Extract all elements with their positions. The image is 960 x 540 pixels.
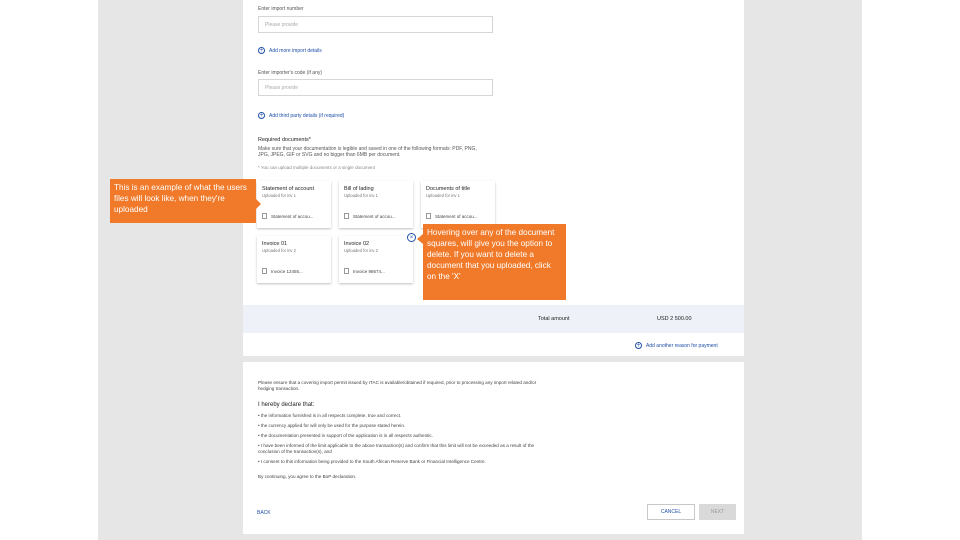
declaration-item: • the documentation presented in support of the application is in all respects authentic. xyxy=(258,433,434,438)
document-title: Statement of account xyxy=(262,186,314,192)
add-more-import-link[interactable] xyxy=(258,47,322,54)
importer-code-input[interactable] xyxy=(258,79,493,96)
document-file xyxy=(344,268,385,274)
document-file xyxy=(344,213,396,219)
required-documents-note: * You can upload multiple documents or a single document xyxy=(258,165,375,170)
document-file-name: Invoice 98674... xyxy=(353,268,385,274)
document-title: Bill of lading xyxy=(344,186,374,192)
importer-code-placeholder: Please provide xyxy=(265,85,299,91)
file-icon xyxy=(426,213,431,219)
document-subtitle: Uploaded for inv 2 xyxy=(262,248,296,253)
total-amount-label: Total amount xyxy=(538,316,570,322)
total-amount-value: USD 2 500.00 xyxy=(657,316,692,322)
document-card-statement-of-account[interactable] xyxy=(257,181,331,228)
add-third-party-label: Add third party details (if required) xyxy=(269,112,345,119)
file-icon xyxy=(262,213,267,219)
add-reason-link[interactable] xyxy=(635,342,718,349)
required-documents-title: Required documents* xyxy=(258,137,311,143)
file-icon xyxy=(344,268,349,274)
document-title: Documents of title xyxy=(426,186,471,192)
document-title: Invoice 01 xyxy=(262,241,288,247)
delete-document-icon[interactable]: × xyxy=(407,233,416,242)
cancel-button[interactable]: CANCEL xyxy=(647,504,695,520)
document-subtitle: Uploaded for inv 1 xyxy=(426,193,460,198)
document-file-name: Statement of accou... xyxy=(271,213,314,219)
importer-code-label: Enter importer's code (if any) xyxy=(258,70,323,76)
next-button[interactable]: NEXT xyxy=(699,504,736,520)
declaration-item: • I have been informed of the limit applicable to the above transaction(s) and confirm that this limit will not be exceeded as a result of the conclusion of the transaction(s), and xyxy=(258,443,535,454)
plus-circle-icon: + xyxy=(259,112,264,119)
file-icon xyxy=(344,213,349,219)
document-subtitle: Uploaded for inv 2 xyxy=(344,248,378,253)
document-subtitle: Uploaded for inv 1 xyxy=(262,193,296,198)
document-title: Invoice 02 xyxy=(344,241,370,247)
document-card-invoice-01[interactable] xyxy=(257,236,331,283)
file-icon xyxy=(262,268,267,274)
callout-pointer xyxy=(256,199,261,209)
add-reason-label: Add another reason for payment xyxy=(646,342,718,349)
required-documents-description: Make sure that your documentation is legible and saved in one of the following formats: PDF, PNG, JPG, JPEG, GIF or SVG and no bigger than 6MB per document. xyxy=(258,146,477,158)
document-file-name: Statement of accou... xyxy=(353,213,396,219)
import-number-label: Enter import number xyxy=(258,6,304,12)
declaration-item: • I consent to this information being provided to the South African Reserve Bank or Financial Intelligence Centre. xyxy=(258,459,486,464)
document-file-name: Invoice 12455... xyxy=(271,268,303,274)
callout-uploaded-files: This is an example of what the users files will look like, when they're uploaded xyxy=(110,179,256,223)
declaration-intro: Please ensure that a covering import permit issued by ITAC is available/obtained if required, prior to processing any import related and/or hedging transaction. xyxy=(258,380,537,391)
declaration-item: • the information furnished is in all respects complete, true and correct. xyxy=(258,413,402,418)
import-number-input[interactable] xyxy=(258,16,493,33)
document-file xyxy=(262,213,314,219)
document-file-name: Statement of accou... xyxy=(435,213,478,219)
plus-circle-icon: + xyxy=(259,47,264,54)
document-card-documents-of-title[interactable] xyxy=(421,181,495,228)
document-card-invoice-02[interactable] xyxy=(339,236,413,283)
declaration-agree: By continuing, you agree to the BoP declaration. xyxy=(258,474,357,479)
document-card-bill-of-lading[interactable] xyxy=(339,181,413,228)
add-more-import-label: Add more import details xyxy=(269,47,322,54)
add-third-party-link[interactable] xyxy=(258,112,344,119)
import-number-placeholder: Please provide xyxy=(265,22,299,28)
callout-pointer xyxy=(417,234,423,244)
document-file xyxy=(426,213,478,219)
declaration-item: • the currency applied for will only be used for the purpose stated herein. xyxy=(258,423,406,428)
plus-circle-icon: + xyxy=(636,342,641,349)
callout-delete-hint: Hovering over any of the document squares, will give you the option to delete. If you want to delete a document that you uploaded, click on the 'X' xyxy=(423,224,566,300)
document-file xyxy=(262,268,303,274)
back-button[interactable]: BACK xyxy=(257,510,271,516)
declaration-title: I hereby declare that: xyxy=(258,402,315,408)
document-subtitle: Uploaded for inv 1 xyxy=(344,193,378,198)
